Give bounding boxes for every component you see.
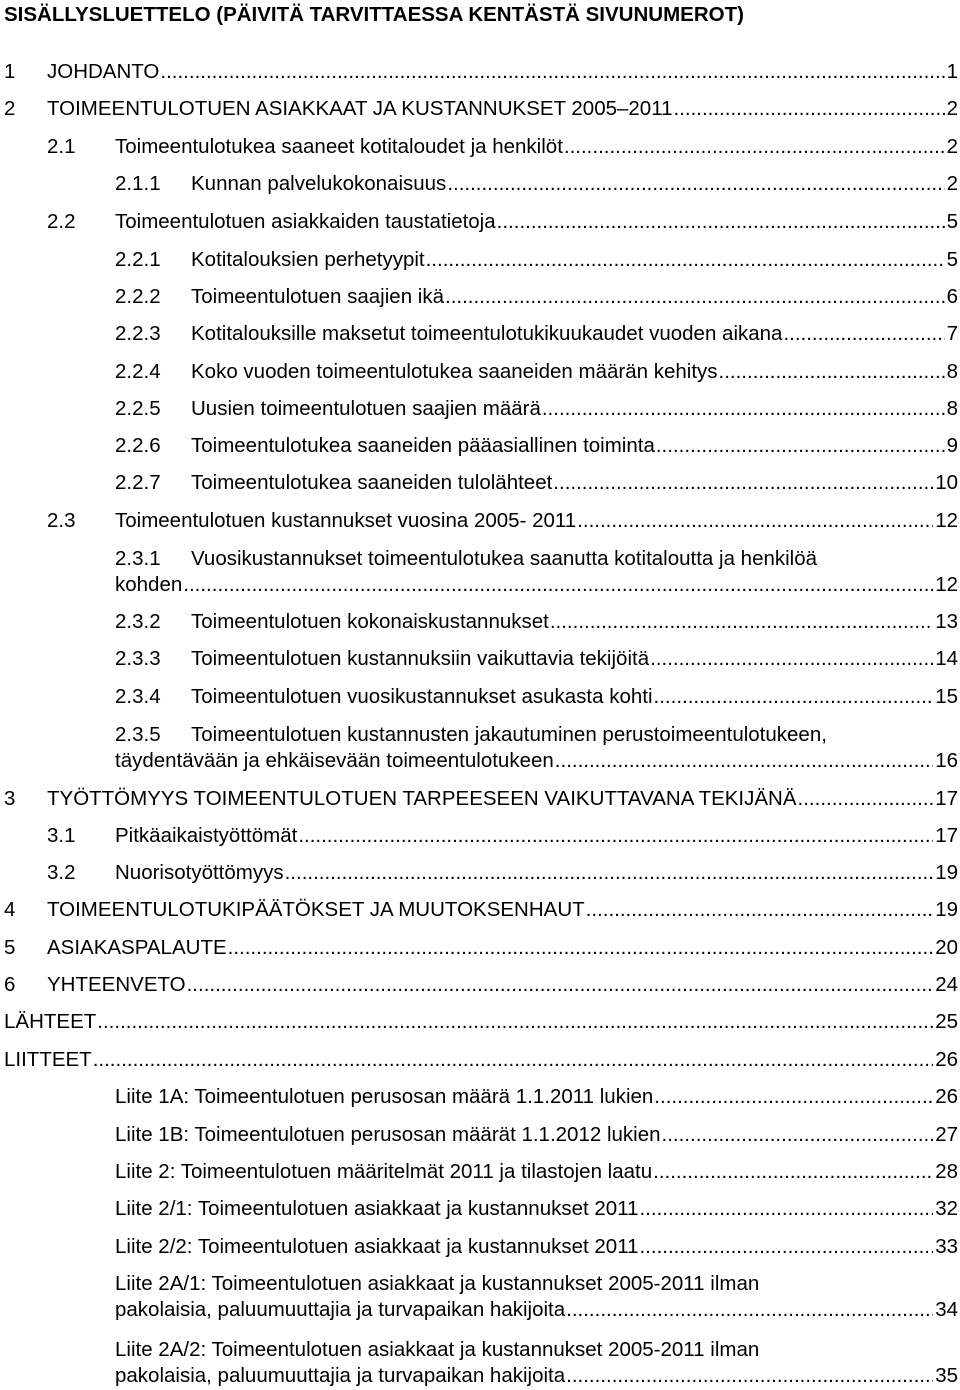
toc-entry-page-number: 14 [935,647,958,670]
dot-leader [566,1364,933,1388]
dot-leader [445,285,945,309]
toc-entry-title: ASIAKASPALAUTE [47,936,227,959]
toc-entry-number: 1 [4,60,16,83]
toc-entry-number: 5 [4,936,16,959]
toc-entry-page-number: 7 [946,322,958,345]
toc-entry[interactable] [0,749,960,773]
toc-entry-title: LIITTEET [4,1048,92,1071]
toc-entry-title: TOIMEENTULOTUKIPÄÄTÖKSET JA MUUTOKSENHAUT [47,898,585,921]
toc-entry-title: pakolaisia, paluumuuttajia ja turvapaikan hakijoita [115,1364,566,1387]
toc-entry-page-number: 1 [946,60,958,83]
toc-entry-title: Toimeentulotuen kustannuksiin vaikuttavia tekijöitä [191,647,650,670]
toc-entry-first-line[interactable] [0,547,960,571]
toc-entry-line [115,573,958,597]
toc-entry[interactable] [0,1085,960,1109]
toc-entry-title-first-line: Liite 2A/1: Toimeentulotuen asiakkaat ja kustannukset 2005-2011 ilman [115,1272,760,1295]
dot-leader [187,973,934,997]
dot-leader [285,861,934,885]
toc-entry-title: pakolaisia, paluumuuttajia ja turvapaikan hakijoita [115,1298,566,1321]
toc-entry-line [115,1298,958,1322]
dot-leader [586,898,934,922]
toc-entry-page-number: 13 [935,610,958,633]
toc-entry-page-number: 8 [946,397,958,420]
toc-entry[interactable] [0,1010,960,1034]
toc-entry-number: 2.1 [47,135,76,158]
toc-entry-line [115,509,958,533]
dot-leader [497,210,945,234]
dot-leader [654,1085,933,1109]
toc-entry-line [115,1085,958,1109]
toc-entry-line [115,1160,958,1184]
toc-entry-title: YHTEENVETO [47,973,186,996]
toc-entry[interactable] [0,135,960,159]
toc-entry-first-line[interactable] [0,1272,960,1296]
toc-entry-page-number: 33 [935,1235,958,1258]
toc-entry-page-number: 15 [935,685,958,708]
dot-leader [566,1298,933,1322]
toc-entry-line [191,360,958,384]
toc-entry-number: 2.2.4 [115,360,161,383]
toc-entry-line [47,936,958,960]
toc-entry[interactable] [0,1197,960,1221]
dot-leader [650,647,933,671]
toc-entry-number: 2.2.5 [115,397,161,420]
toc-entry-title: TYÖTTÖMYYS TOIMEENTULOTUEN TARPEESEEN VAIKUTTAVANA TEKIJÄNÄ [47,787,797,810]
toc-entry-title: Nuorisotyöttömyys [115,861,284,884]
toc-entry-number: 3.2 [47,861,76,884]
toc-entry-line [115,824,958,848]
toc-entry-line [115,210,958,234]
toc-entry-number: 2.3.4 [115,685,161,708]
dot-leader [553,471,933,495]
toc-entry-title: JOHDANTO [47,60,160,83]
dot-leader [564,135,945,159]
toc-entry-line [191,471,958,495]
toc-entry[interactable] [0,1364,960,1388]
toc-entry-page-number: 28 [935,1160,958,1183]
dot-leader [183,573,933,597]
dot-leader [719,360,945,384]
toc-entry-line [191,172,958,196]
toc-entry-title: Toimeentulotukea saaneiden pääasiallinen toiminta [191,434,655,457]
toc-entry-number: 2.1.1 [115,172,161,195]
toc-entry-line [191,610,958,634]
toc-entry-page-number: 32 [935,1197,958,1220]
toc-entry-number: 6 [4,973,16,996]
toc-entry-title: Toimeentulotuen asiakkaiden taustatietoja [115,210,496,233]
dot-leader [447,172,944,196]
toc-entry-title: kohden [115,573,183,596]
toc-entry-title: Toimeentulotuen kokonaiskustannukset [191,610,549,633]
toc-entry[interactable] [0,97,960,121]
toc-entry-number: 3.1 [47,824,76,847]
toc-entry[interactable] [0,685,960,709]
toc-entry-page-number: 2 [946,172,958,195]
toc-entry-number: 2.2.3 [115,322,161,345]
toc-entry-page-number: 19 [935,861,958,884]
toc-entry-line [47,973,958,997]
toc-entry-number: 2.2 [47,210,76,233]
dot-leader [577,509,933,533]
toc-entry[interactable] [0,248,960,272]
toc-entry[interactable] [0,172,960,196]
toc-entry-title: Toimeentulotukea saaneiden tulolähteet [191,471,553,494]
toc-entry-title: Koko vuoden toimeentulotukea saaneiden määrän kehitys [191,360,718,383]
toc-entry-title: Pitkäaikaistyöttömät [115,824,298,847]
toc-entry-page-number: 12 [935,509,958,532]
toc-entry-line [191,397,958,421]
toc-entry-number: 2.2.6 [115,434,161,457]
dot-leader [542,397,945,421]
toc-entry-title: Toimeentulotuen kustannukset vuosina 2005- 2011 [115,509,577,532]
dot-leader [426,248,945,272]
toc-entry-line [115,861,958,885]
toc-entry-page-number: 27 [935,1123,958,1146]
dot-leader [673,97,944,121]
dot-leader [653,1160,933,1184]
dot-leader [783,322,944,346]
toc-entry-first-line[interactable] [0,1338,960,1362]
toc-entry-number: 2 [4,97,16,120]
dot-leader [298,824,933,848]
toc-entry[interactable] [0,397,960,421]
toc-entry-line [191,248,958,272]
toc-entry-line [115,1235,958,1259]
toc-entry-title-first-line: Vuosikustannukset toimeentulotukea saanutta kotitaloutta ja henkilöä [191,547,818,570]
toc-entry-line [191,285,958,309]
toc-entry-title: Kotitalouksille maksetut toimeentulotukikuukaudet vuoden aikana [191,322,783,345]
toc-entry-page-number: 5 [946,248,958,271]
toc-entry-line [47,787,958,811]
toc-entry-page-number: 20 [935,936,958,959]
toc-entry-page-number: 19 [935,898,958,921]
toc-entry-line [4,1010,958,1034]
toc-entry-line [115,1364,958,1388]
toc-entry-title: Kunnan palvelukokonaisuus [191,172,447,195]
toc-entry-title: Liite 2: Toimeentulotuen määritelmät 2011 ja tilastojen laatu [115,1160,653,1183]
toc-entry-number: 2.2.7 [115,471,161,494]
toc-entry-page-number: 6 [946,285,958,308]
toc-entry-title: Toimeentulotuen vuosikustannukset asukasta kohti [191,685,653,708]
toc-entry-title: TOIMEENTULOTUEN ASIAKKAAT JA KUSTANNUKSET 2005–2011 [47,97,673,120]
toc-entry-line [115,1123,958,1147]
toc-entry-number: 2.3.3 [115,647,161,670]
toc-heading: SISÄLLYSLUETTELO (PÄIVITÄ TARVITTAESSA KENTÄSTÄ SIVUNUMEROT) [4,3,744,26]
dot-leader [798,787,934,811]
toc-entry-page-number: 35 [935,1364,958,1387]
toc-entry[interactable] [0,610,960,634]
toc-entry-line [47,97,958,121]
dot-leader [97,1010,933,1034]
toc-entry-line [47,60,958,84]
toc-entry-title: Kotitalouksien perhetyypit [191,248,425,271]
toc-entry-page-number: 2 [946,97,958,120]
toc-entry-title: täydentävään ja ehkäisevään toimeentulotukeen [115,749,554,772]
toc-entry-title: LÄHTEET [4,1010,97,1033]
toc-entry-line [115,749,958,773]
toc-entry-line [4,1048,958,1072]
toc-entry[interactable] [0,210,960,234]
toc-entry-title: Liite 2/2: Toimeentulotuen asiakkaat ja kustannukset 2011 [115,1235,639,1258]
dot-leader [555,749,933,773]
dot-leader [550,610,933,634]
toc-entry-page-number: 9 [946,434,958,457]
toc-entry-line [115,1197,958,1221]
dot-leader [228,936,934,960]
toc-entry[interactable] [0,573,960,597]
toc-entry[interactable] [0,509,960,533]
toc-entry-page-number: 26 [935,1048,958,1071]
toc-entry-title: Liite 2/1: Toimeentulotuen asiakkaat ja kustannukset 2011 [115,1197,639,1220]
toc-entry[interactable] [0,1235,960,1259]
toc-entry-page-number: 8 [946,360,958,383]
toc-entry-page-number: 2 [946,135,958,158]
toc-entry-title-first-line: Toimeentulotuen kustannusten jakautuminen perustoimeentulotukeen, [191,723,827,746]
toc-entry[interactable] [0,285,960,309]
toc-entry-number: 2.3.1 [115,547,161,570]
toc-entry-title: Toimeentulotukea saaneet kotitaloudet ja henkilöt [115,135,563,158]
dot-leader [662,1123,934,1147]
toc-entry[interactable] [0,898,960,922]
toc-entry-page-number: 10 [935,471,958,494]
toc-entry-title: Toimeentulotuen saajien ikä [191,285,444,308]
toc-entry-line [191,322,958,346]
dot-leader [160,60,944,84]
toc-entry-number: 3 [4,787,16,810]
toc-entry[interactable] [0,1160,960,1184]
toc-entry[interactable] [0,973,960,997]
toc-entry[interactable] [0,60,960,84]
toc-entry-number: 2.3.2 [115,610,161,633]
dot-leader [654,685,934,709]
toc-entry-first-line[interactable] [0,723,960,747]
toc-entry-number: 2.2.1 [115,248,161,271]
dot-leader [639,1235,933,1259]
toc-entry-page-number: 26 [935,1085,958,1108]
dot-leader [639,1197,933,1221]
toc-entry-line [47,898,958,922]
toc-entry-line [115,135,958,159]
toc-entry-number: 2.3 [47,509,76,532]
toc-entry-page-number: 25 [935,1010,958,1033]
toc-entry-line [191,434,958,458]
toc-entry-title: Liite 1B: Toimeentulotuen perusosan määrät 1.1.2012 lukien [115,1123,661,1146]
toc-entry-line [191,647,958,671]
toc-entry-title: Liite 1A: Toimeentulotuen perusosan määrä 1.1.2011 lukien [115,1085,654,1108]
toc-entry-page-number: 16 [935,749,958,772]
toc-entry[interactable] [0,936,960,960]
dot-leader [93,1048,933,1072]
toc-entry[interactable] [0,1298,960,1322]
toc-entry-page-number: 34 [935,1298,958,1321]
toc-entry[interactable] [0,1123,960,1147]
toc-entry[interactable] [0,1048,960,1072]
toc-entry-page-number: 17 [935,824,958,847]
toc-entry[interactable] [0,360,960,384]
toc-entry-number: 2.3.5 [115,723,161,746]
toc-entry-page-number: 5 [946,210,958,233]
toc-entry-page-number: 17 [935,787,958,810]
toc-entry[interactable] [0,861,960,885]
toc-entry[interactable] [0,434,960,458]
toc-entry[interactable] [0,824,960,848]
toc-entry-page-number: 24 [935,973,958,996]
toc-entry-title-first-line: Liite 2A/2: Toimeentulotuen asiakkaat ja kustannukset 2005-2011 ilman [115,1338,760,1361]
toc-entry-number: 4 [4,898,16,921]
toc-entry[interactable] [0,787,960,811]
toc-entry[interactable] [0,322,960,346]
toc-entry[interactable] [0,647,960,671]
dot-leader [656,434,945,458]
toc-entry-number: 2.2.2 [115,285,161,308]
toc-entry-line [191,685,958,709]
toc-entry-page-number: 12 [935,573,958,596]
toc-entry-title: Uusien toimeentulotuen saajien määrä [191,397,541,420]
toc-entry[interactable] [0,471,960,495]
